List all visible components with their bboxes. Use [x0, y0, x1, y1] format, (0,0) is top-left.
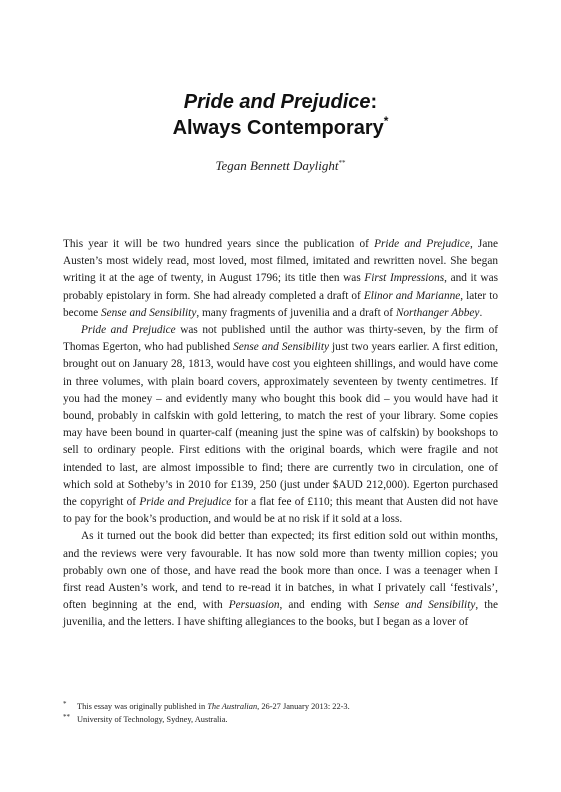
p1-text: , Jane Austen’s most widely read, most loved, most filmed, imitated and rewritten novel. She began writing it at the age of twenty, in August 1796; its title then was	[63, 238, 498, 285]
p3-text: , and ending with	[279, 599, 374, 612]
p2-text: was not published until the author was thirty-seven, by the firm of Thomas Egerton, who had published	[63, 324, 499, 354]
title-subtitle: Always Contemporary	[172, 117, 384, 139]
p2-work-title: Pride and Prejudice	[81, 324, 176, 337]
p1-text: .	[479, 306, 483, 319]
p2-work-title: Pride and Prejudice	[139, 496, 232, 509]
p1-work-title: Northanger Abbey	[395, 306, 480, 319]
p1-work-title: Pride and Prejudice	[374, 238, 470, 250]
p1-text: This year it will be two hundred years since the publication of	[63, 238, 375, 250]
footnote-1-text: , 26-27 January 2013: 22-3.	[257, 702, 350, 711]
paragraph-3	[63, 528, 498, 631]
footnote-2-text: University of Technology, Sydney, Australia.	[77, 715, 228, 724]
p1-text: , later to become	[63, 289, 498, 319]
paragraph-2	[63, 322, 498, 528]
article-title-line-2	[0, 115, 561, 141]
p3-text: As it turned out the book did better than expected; its first edition sold out within months, and the reviews were very favourable. It has now sold more than twenty million copies; you probably own one of those, and have read the book more than once. I was a teenager when I first read Austen’s work, and tend to re-read it in batches, in what I privately call ‘festivals’, often beginning at the end, with	[63, 530, 498, 612]
footnote-1: * This essay was originally published in The Australian, 26-27 January 2013: 22-3.	[63, 700, 350, 711]
p1-text: , many fragments of juvenilia and a draft of	[196, 306, 396, 319]
paragraph-1	[63, 236, 498, 322]
p2-text: just two years earlier. A first edition, brought out on January 28, 1813, would have cost you eighteen shillings, and would have come in three volumes, with plain board covers, approximately seventeen by twenty centimetres. If you had the money – and evidently many who bought this book did – you would have had it bound, probably in calfskin with gold lettering, to match the rest of your library. Some copies may have been bound in quarter-calf (meaning just the spine was of calfskin) by bookshops to sell to ordinary people. First editions with the original boards, which were fragile and not intended to last, are almost impossible to find; there are currently two in circulation, one of which sold at Sotheby’s in 2010 for £139, 250 (just under $AUD 212,000). Egerton purchased the copyright of	[63, 341, 498, 509]
p1-work-title: Elinor and Marianne	[363, 289, 461, 302]
p3-text: , the juvenilia, and the letters. I have shifting allegiances to the books, but I began as a lover of	[63, 599, 499, 629]
author-line	[0, 157, 561, 175]
title-footnote-mark: *	[383, 114, 389, 128]
author-name: Tegan Bennett Daylight	[215, 158, 339, 173]
article-title-line-1	[0, 89, 561, 115]
p3-work-title: Persuasion	[228, 599, 280, 612]
title-italic-work: Pride and Prejudice	[183, 91, 371, 113]
footnote-1-text: This essay was originally published in	[77, 702, 208, 711]
p2-work-title: Sense and Sensibility	[233, 341, 329, 354]
footnote-2: ** University of Technology, Sydney, Australia.	[63, 713, 228, 724]
article-body	[63, 236, 498, 632]
p2-text: for a flat fee of £110; this meant that Austen did not have to pay for the book’s production, and would be at no risk if it sold at a loss.	[63, 496, 499, 526]
p3-work-title: Sense and Sensibility	[373, 599, 476, 612]
title-colon: :	[370, 91, 378, 113]
author-footnote-mark: **	[338, 159, 346, 167]
p1-work-title: First Impressions	[364, 272, 445, 285]
footnote-1-source: The Australian	[207, 702, 258, 711]
p1-text: , and it was probably epistolary in form. She had already completed a draft of	[63, 272, 498, 302]
p1-work-title: Sense and Sensibility	[100, 306, 197, 319]
